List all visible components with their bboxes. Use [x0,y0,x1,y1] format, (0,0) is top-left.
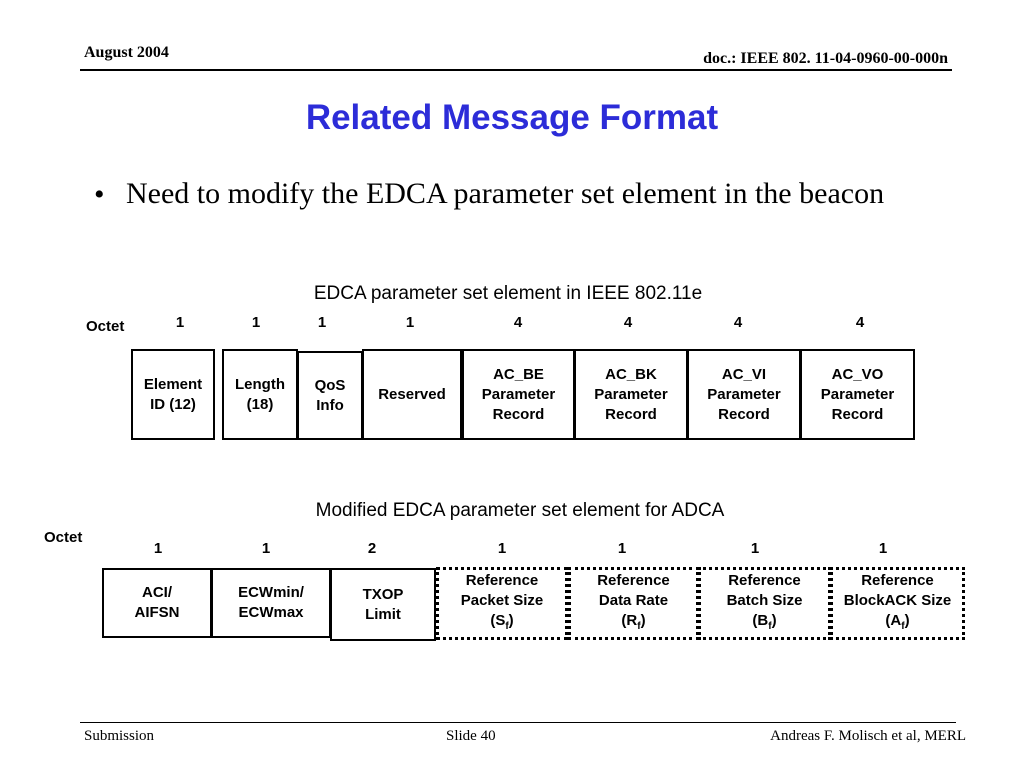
table2-field-label [597,571,670,637]
table2-field-label [844,571,952,637]
table2-octet-count: 1 [497,540,507,557]
table1-field-line: AC_VI [721,365,767,383]
table2-field-line: Reference [861,571,934,589]
table1-field-label [315,376,346,416]
table1-field-line: Parameter [594,385,668,403]
table1-field-line: AC_BK [605,365,657,383]
table2-field-line: Reference [465,571,539,589]
table2-field-line: TXOP [362,585,404,603]
header-date: August 2004 [84,44,169,61]
table2-field-symbol: $(A_f)$ [885,611,910,632]
table2-field-box [211,568,331,638]
table1-field-line: Record [831,405,884,423]
table2-field-line: Batch Size [726,591,803,609]
table2-octet-count: 1 [750,540,760,557]
table2-octet-count: 1 [617,540,627,557]
table1-caption: EDCA parameter set element in IEEE 802.11e [313,283,703,304]
table2-field-label [363,585,404,625]
table1-octet-count: 4 [855,314,865,331]
table2-field-symbol: $(B_f)$ [752,611,777,632]
table2-field-box [698,567,831,640]
table2-field-line: Limit [365,605,401,623]
table1-field-line: Record [492,405,545,423]
table2-field-label [238,583,304,623]
table2-field-line: BlockACK Size [843,591,952,609]
table1-field-label [821,365,894,425]
table2-field-box [330,568,436,641]
table2-field-line: Packet Size [460,591,544,609]
table1-field-line: Reserved [378,385,446,403]
table1-field-box [362,349,462,440]
footer-submission: Submission [84,728,155,744]
table1-field-box [687,349,801,440]
table1-field-line: AC_VO [831,365,884,383]
table1-field-box [297,351,363,440]
table2-octet-count: 2 [367,540,377,557]
table1-field-box [222,349,298,440]
table1-octet-count: 4 [733,314,743,331]
table2-octet-count: 1 [153,540,163,557]
table1-octet-count: 4 [623,314,633,331]
table1-field-line: ID (12) [150,395,196,413]
table2-field-line: ECWmin/ [238,584,304,601]
table1-field-line: Parameter [707,385,781,403]
table1-field-line: Element [143,375,203,393]
table1-field-label [235,375,285,415]
table1-field-line: QoS [314,376,346,394]
table1-field-line: Parameter [820,385,895,403]
table2-caption: Modified EDCA parameter set element for ADCA [315,500,725,521]
table1-field-line: Record [718,405,770,423]
table1-field-label [594,365,667,425]
table1-octet-count: 1 [405,314,415,331]
table1-octet-count: 1 [175,314,185,331]
table1-field-label [482,365,555,425]
table1-field-box [462,349,575,440]
table1-field-line: Record [605,405,657,423]
table2-field-box [436,567,568,640]
table2-field-line: Reference [728,571,801,589]
table1-field-line: Info [316,396,344,414]
table1-field-line: (18) [246,395,274,413]
table1-field-line: Parameter [481,385,556,403]
table2-field-box [830,567,965,640]
table2-field-line: ECWmax [238,604,304,621]
footer-slide-number: Slide 40 [446,728,496,744]
table2-field-symbol: $(R_f)$ [621,611,646,632]
table1-field-line: Length [235,375,285,393]
table2-octet-count: 1 [878,540,888,557]
table2-field-symbol: $(S_f)$ [490,611,514,632]
table2-octet-count: 1 [261,540,271,557]
footer-author: Andreas F. Molisch et al, MERL [770,728,966,744]
table2-field-label [727,571,803,637]
table1-octet-count: 1 [251,314,261,331]
table2-octet-label: Octet [44,529,83,546]
table1-octet-count: 1 [317,314,327,331]
table1-field-box [574,349,688,440]
bullet-text: Need to modify the EDCA parameter set element in the beacon [126,177,885,210]
table2-field-label [461,571,544,637]
table1-octet-count: 4 [513,314,523,331]
header-doc-id: doc.: IEEE 802. 11-04-0960-00-000n [703,50,948,67]
table1-octet-label: Octet [86,318,125,335]
table1-field-label [707,365,780,425]
bullet-symbol: • [94,178,105,211]
slide-title: Related Message Format [305,98,719,137]
table2-field-line: AIFSN [134,604,180,621]
table2-field-label [135,583,180,623]
header-divider [80,69,952,71]
footer-divider [80,722,956,723]
table1-field-label [378,385,446,405]
table2-field-line: Reference [597,571,670,589]
table2-field-box [568,567,699,640]
table2-field-line: Data Rate [598,591,669,609]
table2-field-line: ACI/ [142,584,172,601]
table1-field-label [144,375,202,415]
table1-field-box [800,349,915,440]
table2-field-box [102,568,212,638]
table1-field-line: AC_BE [493,365,544,383]
table1-field-box [131,349,215,440]
